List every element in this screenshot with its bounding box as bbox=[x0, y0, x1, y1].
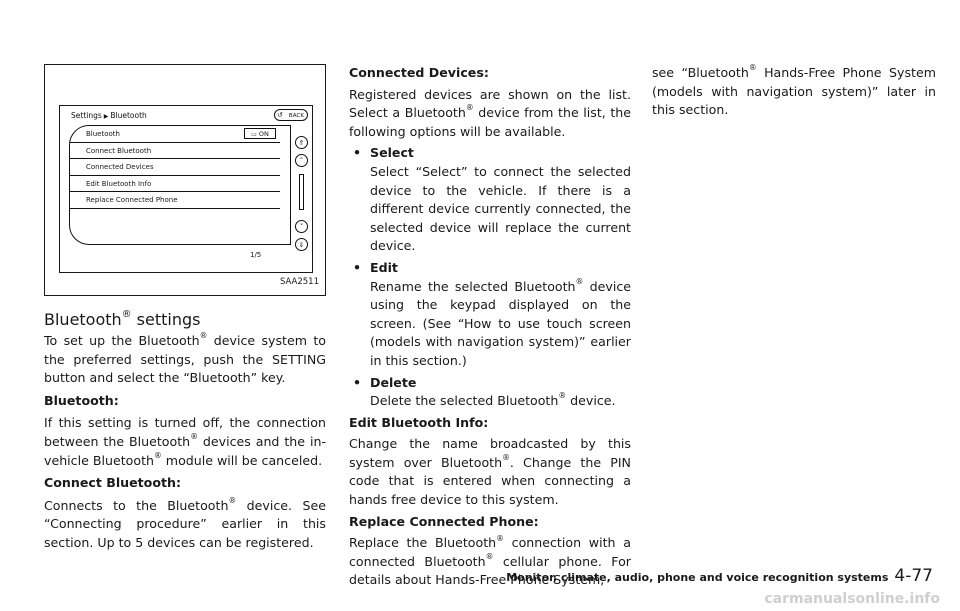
bullet-select: • Select bbox=[349, 144, 631, 163]
bullet-delete: • Delete bbox=[349, 374, 631, 393]
page-down-icon[interactable]: ⇓ bbox=[295, 238, 308, 251]
back-label: BACK bbox=[288, 113, 304, 119]
back-button[interactable] bbox=[274, 109, 308, 121]
menu-item-bluetooth[interactable] bbox=[70, 126, 280, 143]
section-heading bbox=[44, 310, 200, 329]
bluetooth-paragraph: If this setting is turned off, the connection between the Bluetooth® devices and the in-vehicle Bluetooth® module will be canceled. bbox=[44, 415, 326, 468]
connect-paragraph: Connects to the Bluetooth® device. See “Connecting procedure” earlier in this section. Up to 5 devices can be registered. bbox=[44, 496, 326, 550]
edit-text: Rename the selected Bluetooth® device using the keypad displayed on the screen. (See “How to use touch screen (models with navigation system)” earlier in this section.) bbox=[370, 276, 631, 368]
subheading-connected-devices: Connected Devices: bbox=[349, 65, 489, 80]
edit-info-paragraph: Change the name broadcasted by this system over Bluetooth®. Change the PIN code that is entered when connecting a hands free device to this system. bbox=[349, 436, 631, 508]
connected-devices-paragraph: Registered devices are shown on the list. Select a Bluetooth® device from the list, the following options will be available. bbox=[349, 86, 631, 139]
figure-bluetooth-screen bbox=[44, 64, 326, 296]
menu-item-label: Bluetooth bbox=[86, 130, 120, 138]
intro-paragraph: To set up the Bluetooth® device system to the preferred settings, push the SETTING button and select the “Bluetooth” key. bbox=[44, 331, 326, 386]
menu-item-connect-bluetooth[interactable] bbox=[70, 143, 280, 160]
heading-text: Bluetooth bbox=[44, 310, 122, 329]
footer-section: Monitor, climate, audio, phone and voice recognition systems bbox=[506, 571, 889, 584]
subheading-replace-connected-phone: Replace Connected Phone: bbox=[349, 513, 539, 529]
breadcrumb-arrow-icon: ▶ bbox=[103, 113, 109, 120]
menu-item-replace-connected-phone[interactable] bbox=[70, 192, 280, 209]
column-3 bbox=[652, 64, 936, 120]
column-1 bbox=[44, 332, 326, 553]
menu-item-connected-devices[interactable] bbox=[70, 159, 280, 176]
screen-display bbox=[59, 105, 313, 273]
scroll-column bbox=[292, 126, 312, 272]
menu-item-label: Connect Bluetooth bbox=[86, 146, 152, 155]
bullet-icon: • bbox=[353, 145, 362, 161]
back-arrow-icon: ↺ bbox=[277, 111, 283, 119]
breadcrumb-settings[interactable]: Settings bbox=[71, 111, 102, 120]
menu-item-label: Connected Devices bbox=[86, 163, 154, 171]
page-footer bbox=[506, 566, 933, 586]
delete-text: Delete the selected Bluetooth® device. bbox=[370, 391, 616, 409]
figure-code: SAA2511 bbox=[279, 277, 319, 287]
bullet-edit: • Edit bbox=[349, 259, 631, 278]
continued-paragraph: see “Bluetooth® Hands-Free Phone System (models with navigation system)” later in this section. bbox=[652, 63, 936, 118]
registered-mark: ® bbox=[121, 308, 132, 320]
column-2 bbox=[349, 64, 631, 590]
subheading-edit-bluetooth-info: Edit Bluetooth Info: bbox=[349, 414, 489, 430]
scroll-down-icon[interactable]: ˅ bbox=[295, 220, 308, 233]
heading-rest: settings bbox=[131, 310, 201, 329]
bullet-icon: • bbox=[353, 374, 362, 390]
menu-item-label: Replace Connected Phone bbox=[86, 196, 178, 204]
bullet-icon: • bbox=[353, 259, 362, 275]
indicator-icon: ▭ bbox=[251, 131, 257, 138]
menu-item-edit-bluetooth-info[interactable] bbox=[70, 176, 280, 193]
bluetooth-on-toggle[interactable] bbox=[244, 128, 276, 139]
menu-item-label: Edit Bluetooth Info bbox=[86, 179, 152, 188]
toggle-label: ON bbox=[258, 130, 269, 138]
select-text: Select “Select” to connect the selected device to the vehicle. If there is a different device currently connected, the selected device will replace the current device. bbox=[370, 163, 631, 254]
page-up-icon[interactable]: ⇑ bbox=[295, 136, 308, 149]
subheading-bluetooth: Bluetooth: bbox=[44, 392, 119, 408]
watermark: carmanualsonline.info bbox=[764, 591, 940, 607]
menu-item-empty bbox=[70, 209, 280, 226]
subheading-connect-bluetooth: Connect Bluetooth: bbox=[44, 475, 182, 491]
breadcrumb-bluetooth: Bluetooth bbox=[110, 111, 147, 120]
replace-paragraph: Replace the Bluetooth® connection with a connected Bluetooth® cellular phone. For details about Hands-Free Phone System, bbox=[349, 533, 631, 588]
page-indicator: 1/5 bbox=[250, 251, 262, 259]
scrollbar[interactable] bbox=[299, 174, 304, 210]
breadcrumb bbox=[71, 111, 147, 120]
page-number: 4-77 bbox=[894, 566, 933, 586]
scroll-up-icon[interactable]: ˄ bbox=[295, 154, 308, 167]
